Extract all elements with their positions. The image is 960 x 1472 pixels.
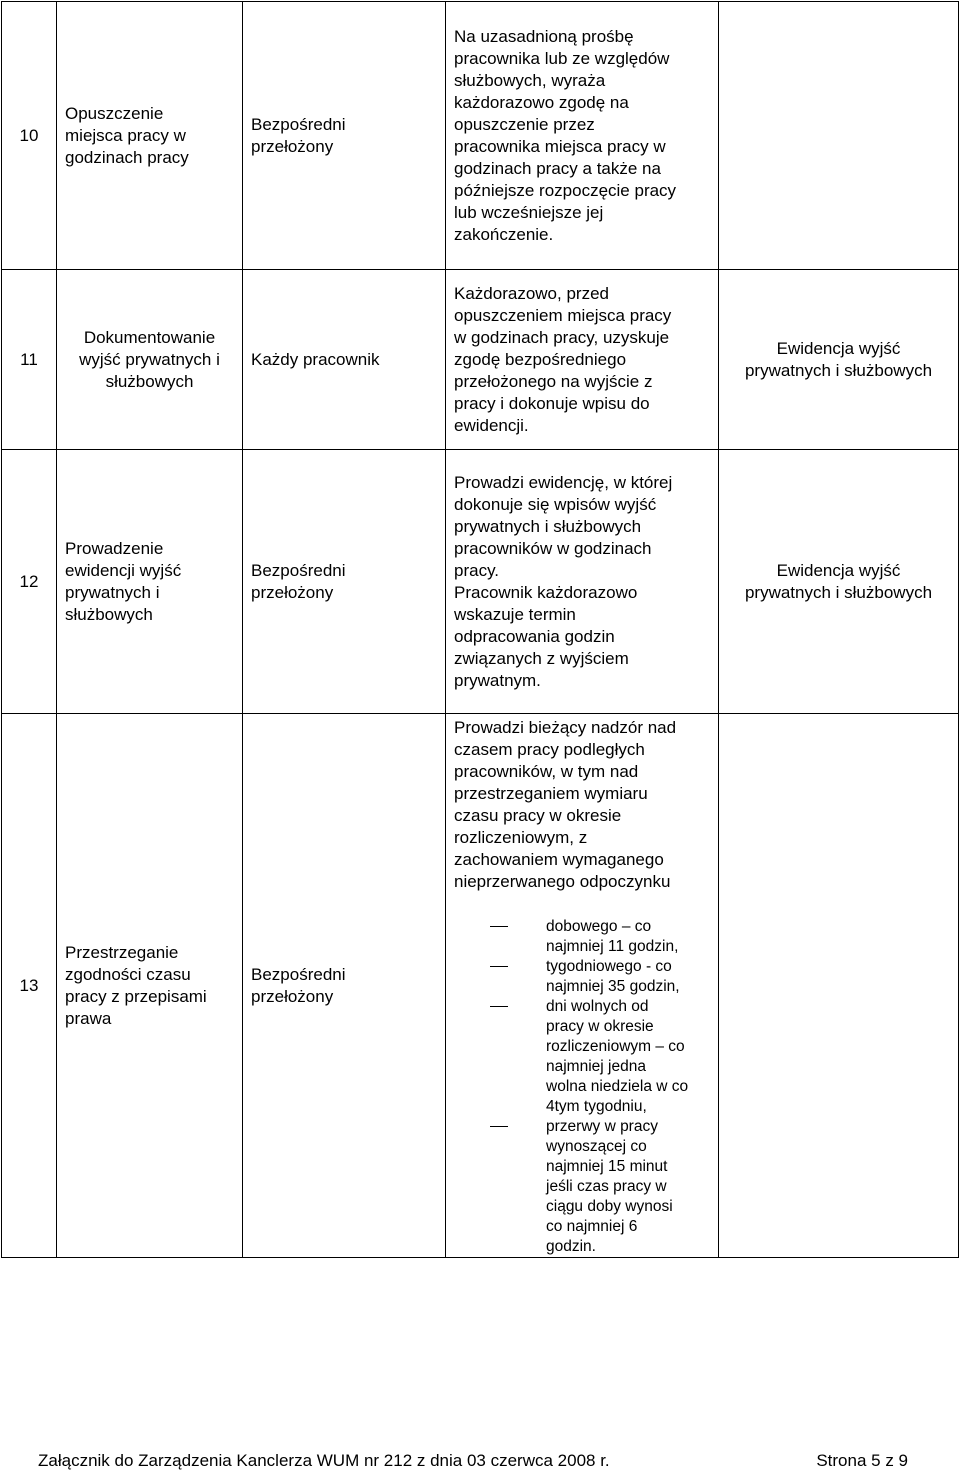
list-item: tygodniowego - co najmniej 35 godzin, — [454, 957, 710, 997]
row-document — [719, 2, 959, 270]
procedures-table — [1, 1, 959, 1258]
row-description: Prowadzi ewidencję, w której dokonuje się wpisów wyjść prywatnych i służbowych pracowników w godzinach pracy. Pracownik każdorazowo wskazuje termin odpracowania godzin związanych z wyjściem prywatnym. — [446, 450, 719, 714]
dash-bullet-icon — [490, 1126, 508, 1127]
row-number: 10 — [2, 2, 57, 270]
row-title: Opuszczenie miejsca pracy w godzinach pracy — [57, 2, 243, 270]
row-role: Bezpośredni przełożony — [243, 2, 446, 270]
row-number: 11 — [2, 270, 57, 450]
table-row — [2, 714, 959, 1258]
dash-bullet-icon — [490, 966, 508, 967]
page-number: Strona 5 z 9 — [816, 1451, 908, 1470]
row-role: Każdy pracownik — [243, 270, 446, 450]
row-document — [719, 714, 959, 1258]
dash-bullet-icon — [490, 1006, 508, 1007]
list-item: przerwy w pracy wynoszącej co najmniej 15 minut jeśli czas pracy w ciągu doby wynosi co najmniej 6 godzin. — [454, 1117, 710, 1257]
table-row — [2, 2, 959, 270]
list-item: dni wolnych od pracy w okresie rozliczeniowym – co najmniej jedna wolna niedziela w co 4tym tygodniu, — [454, 997, 710, 1117]
row-description — [446, 714, 719, 1258]
description-text: Prowadzi bieżący nadzór nad czasem pracy podległych pracowników, w tym nad przestrzeganiem wymiaru czasu pracy w okresie rozliczeniowym, z zachowaniem wymaganego nieprzerwanego odpoczynku — [454, 718, 677, 891]
row-number: 13 — [2, 714, 57, 1258]
table-row — [2, 450, 959, 714]
list-item: dobowego – co najmniej 11 godzin, — [454, 917, 710, 957]
row-number: 12 — [2, 450, 57, 714]
dash-bullet-icon — [490, 926, 508, 927]
footer-reference: Załącznik do Zarządzenia Kanclerza WUM nr 212 z dnia 03 czerwca 2008 r. — [38, 1451, 610, 1470]
row-role: Bezpośredni przełożony — [243, 714, 446, 1258]
row-description: Na uzasadnioną prośbę pracownika lub ze względów służbowych, wyraża każdorazowo zgodę na opuszczenie przez pracownika miejsca pracy w godzinach pracy a także na późniejsze rozpoczęcie pracy lub wcześniejsze jej zakończenie. — [446, 2, 719, 270]
row-document: Ewidencja wyjść prywatnych i służbowych — [719, 270, 959, 450]
table-row — [2, 270, 959, 450]
row-description: Każdorazowo, przed opuszczeniem miejsca pracy w godzinach pracy, uzyskuje zgodę bezpośredniego przełożonego na wyjście z pracy i dokonuje wpisu do ewidencji. — [446, 270, 719, 450]
row-title: Przestrzeganie zgodności czasu pracy z przepisami prawa — [57, 714, 243, 1258]
page-footer — [38, 1450, 908, 1472]
rest-period-list — [454, 917, 710, 1257]
row-title: Dokumentowanie wyjść prywatnych i służbowych — [57, 270, 243, 450]
row-document: Ewidencja wyjść prywatnych i służbowych — [719, 450, 959, 714]
row-title: Prowadzenie ewidencji wyjść prywatnych i służbowych — [57, 450, 243, 714]
row-role: Bezpośredni przełożony — [243, 450, 446, 714]
